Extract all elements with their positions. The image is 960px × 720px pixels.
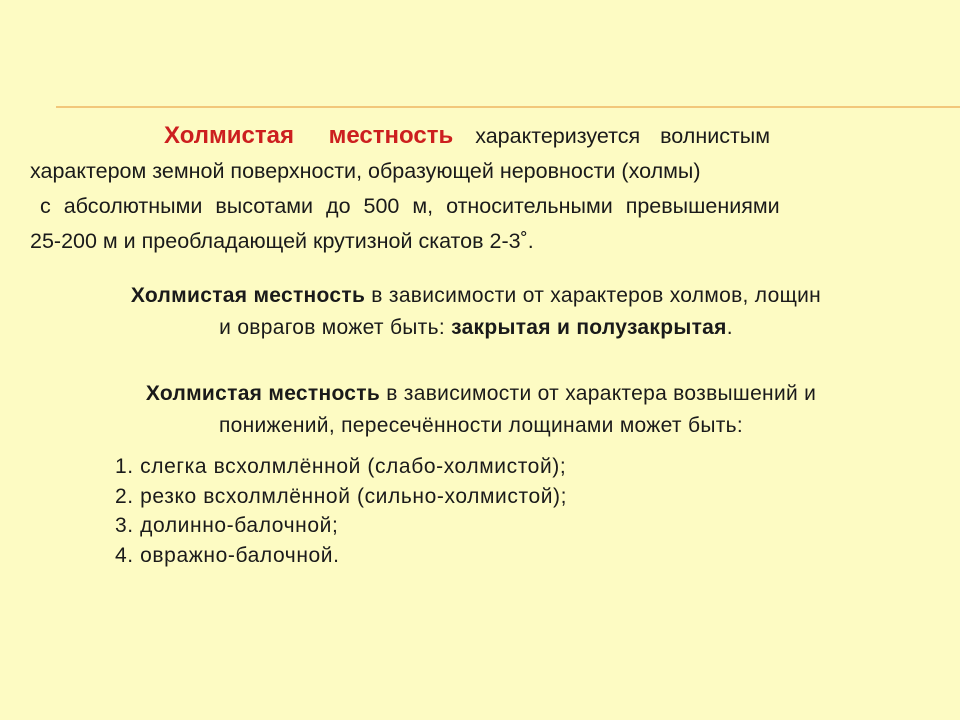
paragraph-line — [30, 118, 928, 154]
list-item: 3. долинно-балочной; — [115, 514, 339, 537]
paragraph-line: понижений, пересечённости лощинами может быть: — [218, 414, 744, 437]
top-divider — [56, 106, 960, 108]
term-bold: Холмистая местность — [145, 382, 381, 405]
paragraph-hilly-closure — [36, 280, 916, 344]
list-item: 4. овражно-балочной. — [115, 543, 340, 567]
list-item: 1. слегка всхолмлённой (слабо-холмистой); — [115, 455, 567, 478]
paragraph-text: и оврагов может быть: — [219, 316, 452, 339]
paragraph-text: . — [726, 316, 733, 339]
list-item: 2. резко всхолмлённой (сильно-холмистой); — [115, 484, 568, 508]
paragraph-line: характером земной поверхности, образующей неровности (холмы) — [30, 159, 701, 183]
paragraph-line: 25-200 м и преобладающей крутизной скатов 2-3˚. — [30, 229, 534, 253]
paragraph-text: в зависимости от характера возвышений и — [380, 382, 817, 405]
relief-type-list — [115, 452, 567, 570]
paragraph-line — [36, 378, 926, 410]
paragraph-text: характеризуется волнистым — [475, 124, 771, 148]
paragraph-text: в зависимости от характеров холмов, лощин — [365, 284, 822, 307]
paragraph-line — [36, 280, 916, 312]
emphasis-text: закрытая и полузакрытая — [451, 316, 727, 339]
paragraph-hilly-definition — [30, 118, 928, 259]
term-heading: Холмистая местность — [164, 122, 454, 149]
paragraph-line — [36, 312, 916, 344]
term-bold: Холмистая местность — [130, 284, 366, 307]
paragraph-hilly-relief — [36, 378, 926, 442]
paragraph-line: с абсолютными высотами до 500 м, относительными превышениями — [40, 194, 780, 218]
